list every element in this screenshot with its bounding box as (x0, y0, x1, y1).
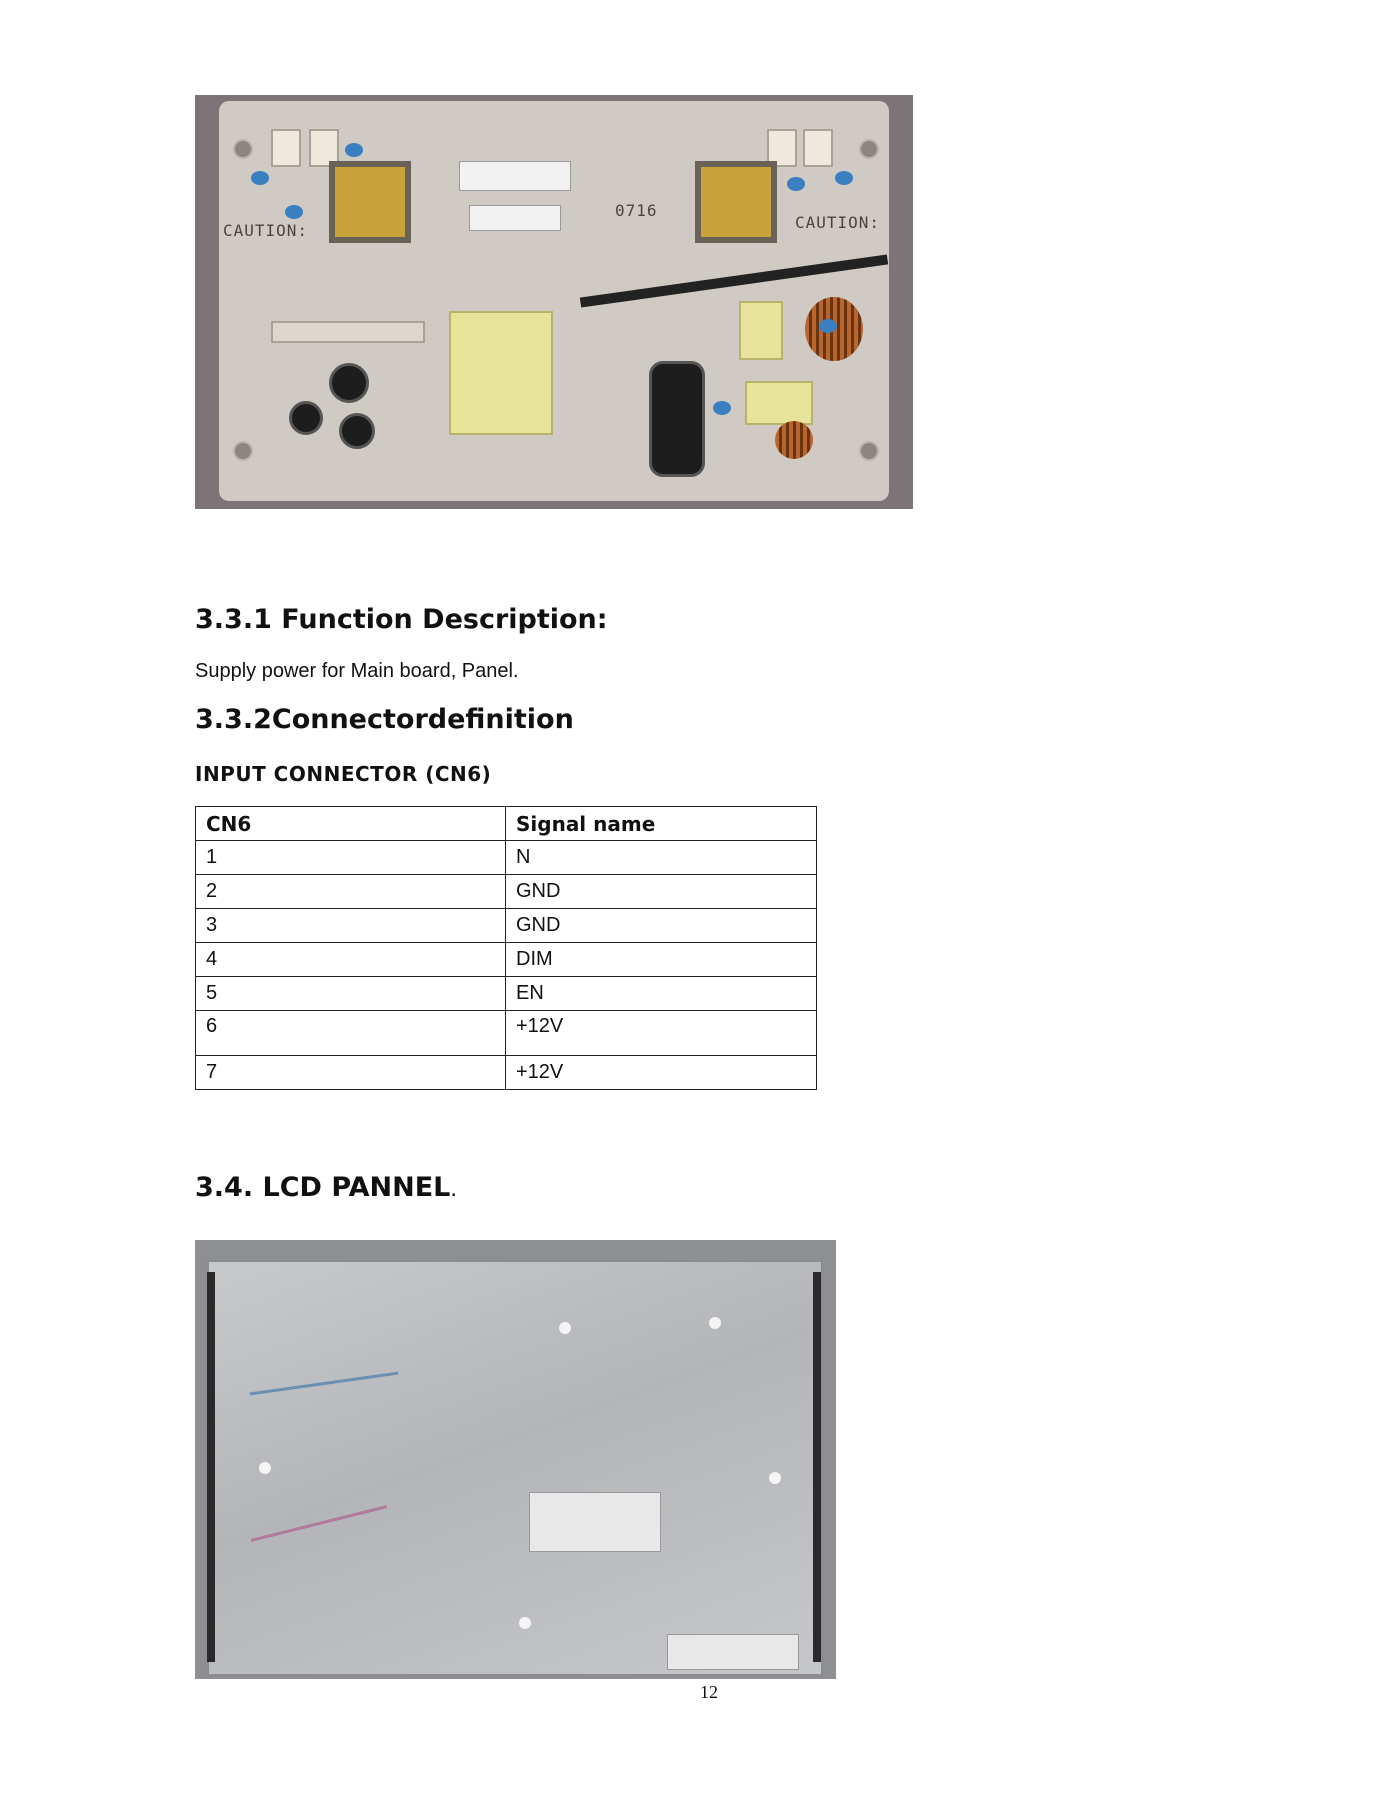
table-row (196, 977, 817, 1011)
table-header-row (196, 807, 817, 841)
pcb-board (219, 101, 889, 501)
mount-hole (859, 441, 879, 461)
capacitor (329, 363, 369, 403)
barcode-label (459, 161, 571, 191)
cn6-connector-table (195, 806, 817, 1090)
table-row (196, 909, 817, 943)
capacitor (339, 413, 375, 449)
x-capacitor (739, 301, 783, 360)
blue-capacitor (713, 401, 731, 415)
pin-number-cell: 3 (196, 909, 506, 943)
screw-hole (519, 1617, 531, 1629)
cable (251, 1505, 388, 1542)
signal-name-cell: GND (506, 875, 817, 909)
power-board-photo (195, 95, 913, 509)
pin-number-cell: 1 (196, 841, 506, 875)
blue-capacitor (251, 171, 269, 185)
transformer (329, 161, 411, 243)
table-row (196, 875, 817, 909)
capacitor (289, 401, 323, 435)
caution-mark: CAUTION: (795, 213, 881, 232)
input-connector-subheading: INPUT CONNECTOR (CN6) (195, 762, 492, 786)
choke-coil (775, 421, 813, 459)
column-header-signal-name: Signal name (506, 807, 817, 841)
screw-hole (559, 1322, 571, 1334)
signal-name-cell: +12V (506, 1011, 817, 1056)
transformer (695, 161, 777, 243)
pcb-code: 0716 (615, 201, 658, 220)
table-row (196, 1056, 817, 1090)
connector (271, 129, 301, 167)
section-heading-function-description: 3.3.1 Function Description: (195, 604, 608, 635)
mount-hole (233, 441, 253, 461)
signal-name-cell: EN (506, 977, 817, 1011)
x-capacitor (745, 381, 813, 425)
panel-edge (207, 1272, 215, 1662)
table-row (196, 943, 817, 977)
pin-number-cell: 6 (196, 1011, 506, 1056)
barcode-label (469, 205, 561, 231)
signal-name-cell: +12V (506, 1056, 817, 1090)
caution-mark: CAUTION: (223, 221, 309, 240)
mount-hole (233, 139, 253, 159)
blue-capacitor (819, 319, 837, 333)
table-row (196, 1011, 817, 1056)
section-heading-lcd-panel: 3.4. LCD PANNEL (195, 1172, 451, 1203)
lcd-panel-photo (195, 1240, 836, 1679)
signal-name-cell: N (506, 841, 817, 875)
blue-capacitor (787, 177, 805, 191)
pin-number-cell: 5 (196, 977, 506, 1011)
pin-number-cell: 7 (196, 1056, 506, 1090)
heatsink (271, 321, 425, 343)
blue-capacitor (285, 205, 303, 219)
signal-name-cell: GND (506, 909, 817, 943)
pin-number-cell: 4 (196, 943, 506, 977)
panel-edge (813, 1272, 821, 1662)
section-heading-lcd-panel-wrap (195, 1172, 457, 1203)
warning-sticker (667, 1634, 799, 1670)
bulk-capacitor (649, 361, 705, 477)
page-number: 12 (700, 1682, 718, 1702)
function-description-text: Supply power for Main board, Panel. (195, 660, 519, 682)
mount-hole (859, 139, 879, 159)
connector (803, 129, 833, 167)
section-heading-connector-definition: 3.3.2Connectordefinition (195, 704, 574, 735)
screw-hole (709, 1317, 721, 1329)
panel-metal-back (207, 1260, 823, 1676)
cable (250, 1372, 399, 1396)
blue-capacitor (835, 171, 853, 185)
pin-number-cell: 2 (196, 875, 506, 909)
screw-hole (259, 1462, 271, 1474)
screw-hole (769, 1472, 781, 1484)
table-row (196, 841, 817, 875)
main-transformer (449, 311, 553, 435)
column-header-cn6: CN6 (196, 807, 506, 841)
signal-name-cell: DIM (506, 943, 817, 977)
panel-label-sticker (529, 1492, 661, 1552)
blue-capacitor (345, 143, 363, 157)
heading-period: . (450, 1175, 458, 1202)
